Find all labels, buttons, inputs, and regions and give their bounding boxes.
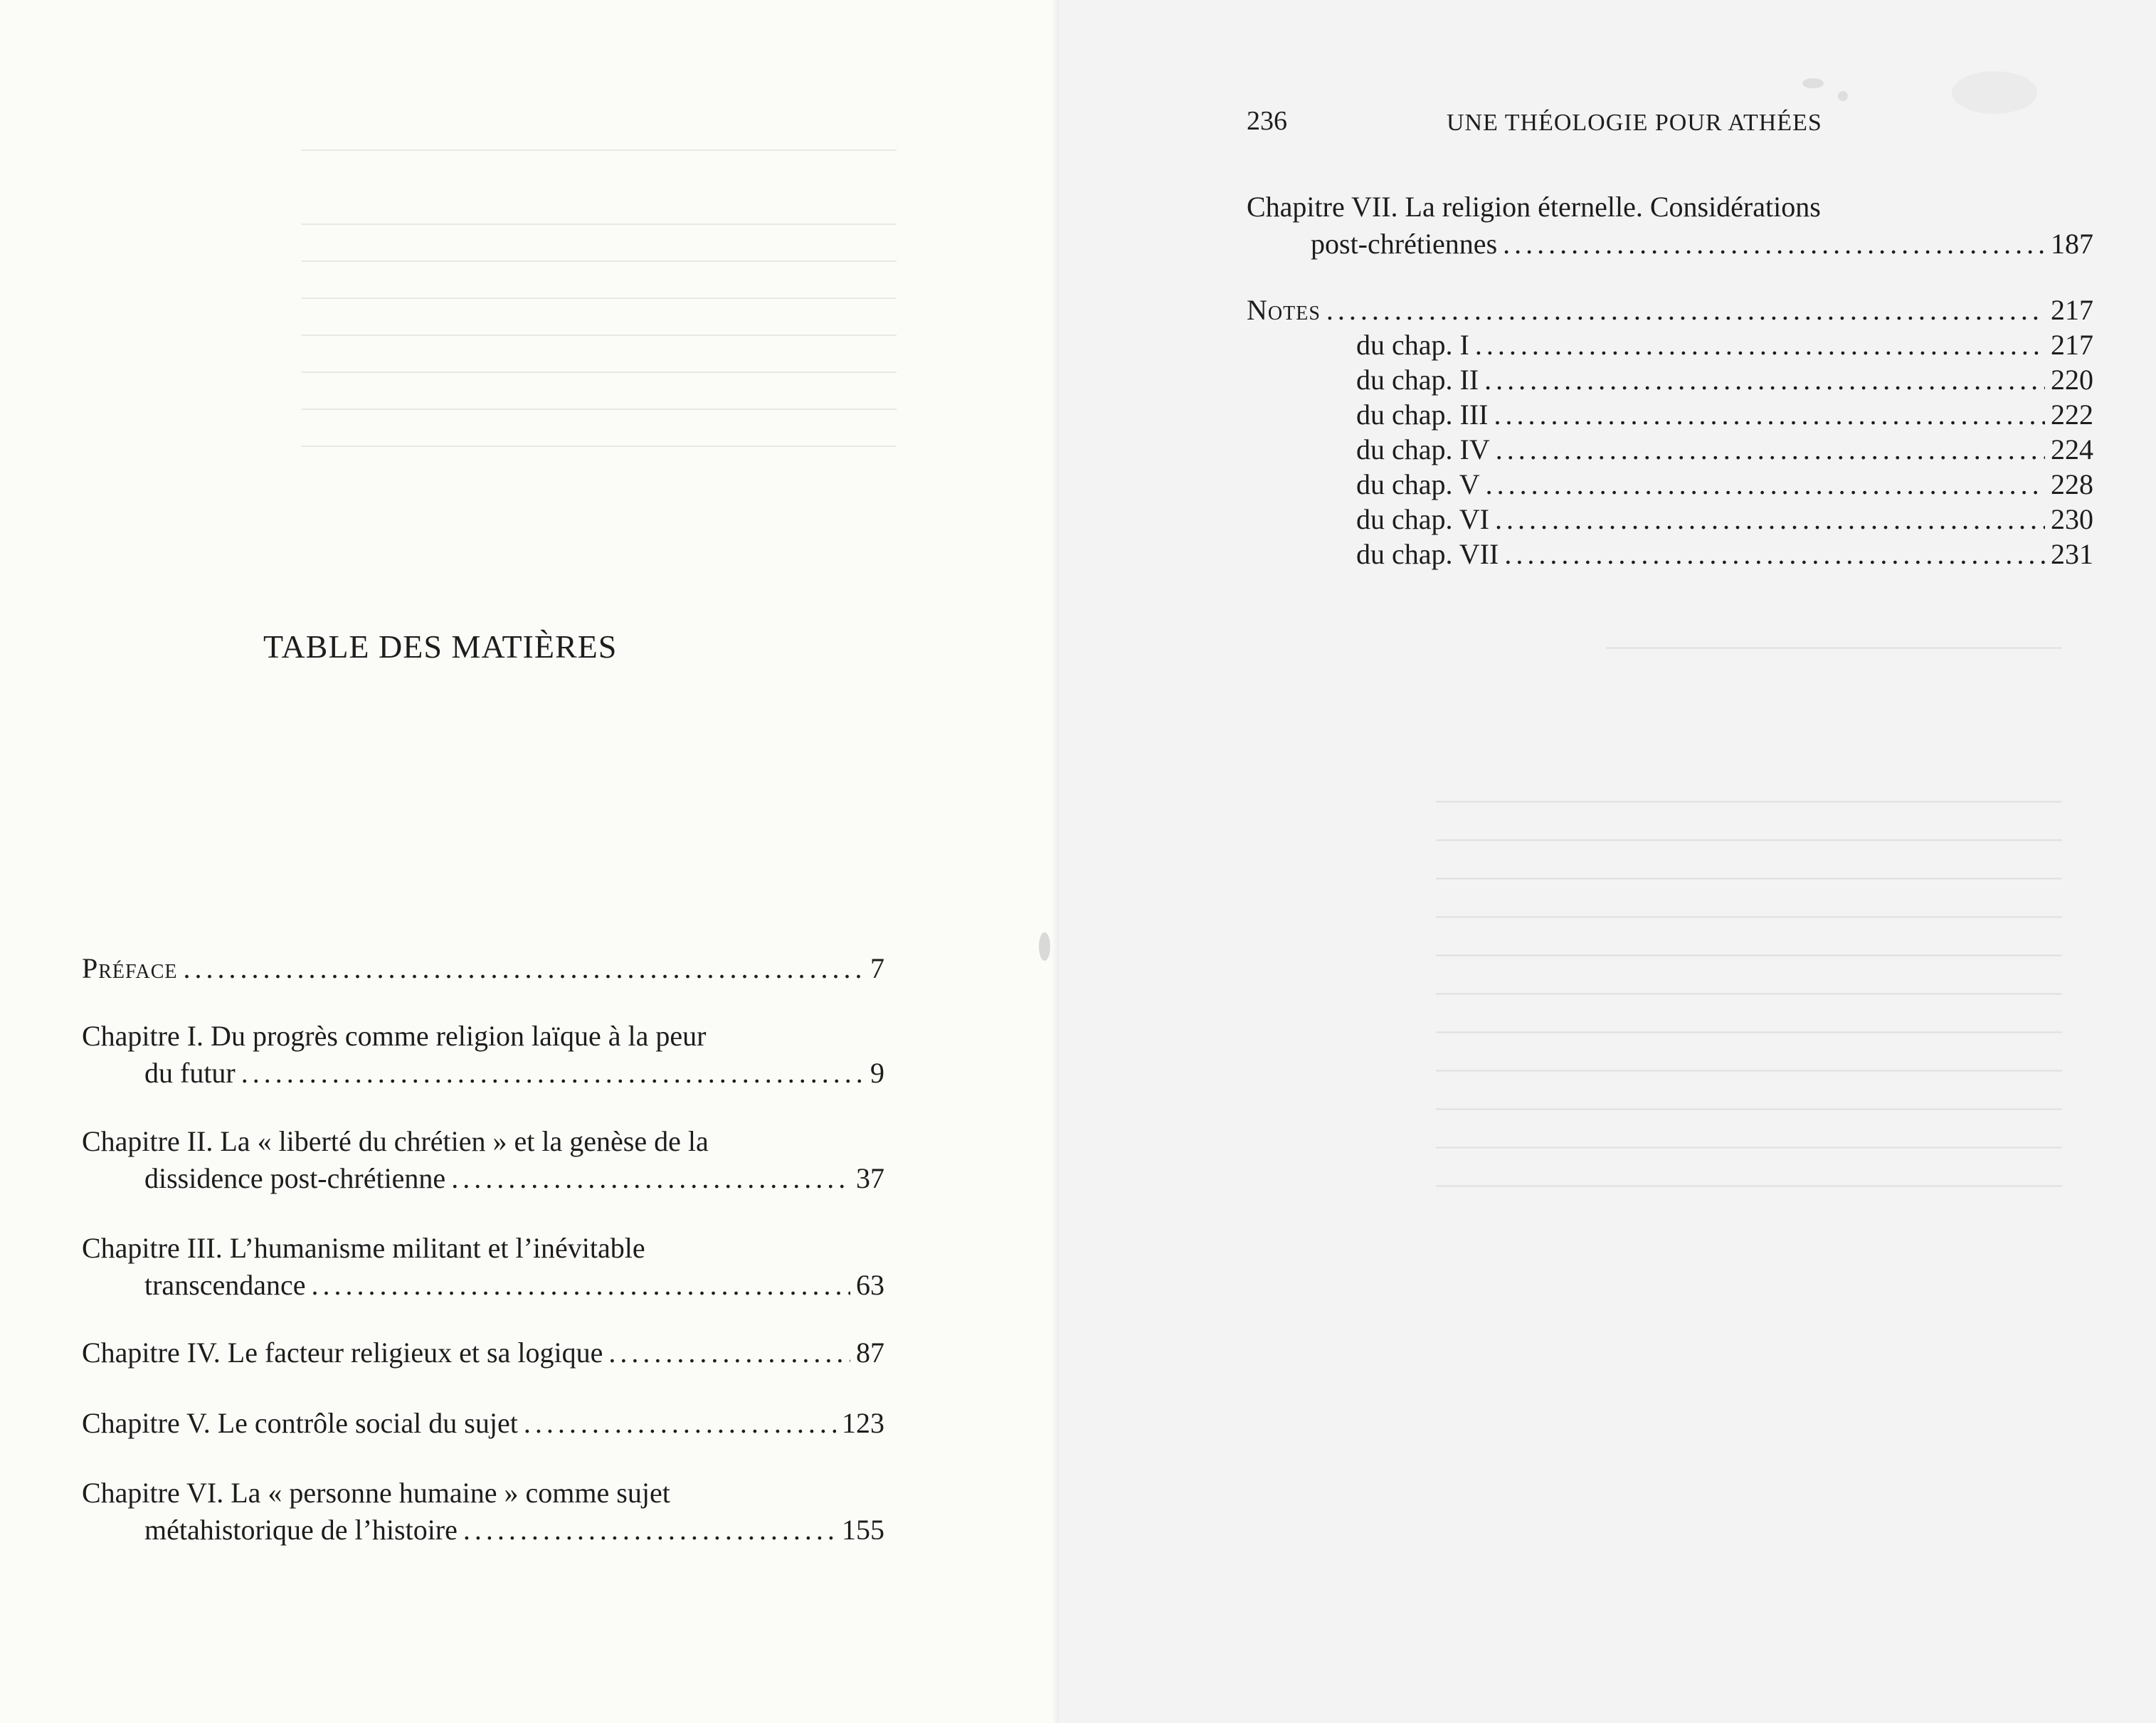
toc-entry-chapter-2	[82, 1123, 884, 1197]
leader-dots	[1486, 467, 2045, 502]
show-through-ghost: —————————————————————— —————————————————————— —————————————————————— —————————————————————— —————————————————————— —————————————————————— —————————————————————— ——————————————————————	[302, 133, 897, 459]
toc-entry-label: Chapitre IV. Le facteur religieux et sa logique	[82, 1337, 603, 1369]
leader-dots	[451, 1160, 850, 1197]
leader-dots	[1475, 327, 2045, 363]
toc-entry-page: 220	[2051, 364, 2093, 396]
toc-entry-label: du chap. VI	[1356, 503, 1489, 535]
leader-dots	[1495, 502, 2045, 537]
toc-entry-chapter-6	[82, 1475, 884, 1549]
toc-entry-notes	[1247, 292, 2093, 329]
toc-entry-label: du chap. I	[1356, 329, 1469, 361]
leader-dots	[241, 1055, 865, 1092]
leader-dots	[1484, 362, 2045, 398]
page-number: 236	[1247, 106, 1287, 136]
leader-dots	[312, 1267, 850, 1304]
toc-entry-chapter-4	[82, 1334, 884, 1371]
toc-entry-chapter-5	[82, 1405, 884, 1442]
toc-entry-continuation: dissidence post-chrétienne	[144, 1162, 446, 1194]
toc-title: TABLE DES MATIÈRES	[263, 628, 618, 665]
toc-notes-item	[1356, 362, 2093, 398]
toc-entry-chapter-3	[82, 1230, 884, 1304]
toc-notes-item	[1356, 432, 2093, 468]
toc-entry-page: 217	[2051, 329, 2093, 361]
toc-notes-item	[1356, 327, 2093, 363]
toc-entry-continuation: post-chrétiennes	[1311, 228, 1498, 260]
toc-notes-item	[1356, 502, 2093, 537]
toc-entry-page: 224	[2051, 433, 2093, 465]
toc-entry-preface	[82, 950, 884, 987]
toc-notes-item	[1356, 397, 2093, 433]
leader-dots	[1503, 226, 2045, 263]
toc-entry-label: du chap. IV	[1356, 433, 1490, 465]
right-page	[1059, 0, 2156, 1723]
leader-dots	[1494, 397, 2045, 433]
toc-entry-page: 7	[870, 952, 884, 984]
toc-notes-item	[1356, 537, 2093, 572]
toc-entry-label: Chapitre VII. La religion éternelle. Considérations	[1247, 191, 1821, 223]
toc-entry-continuation: métahistorique de l’histoire	[144, 1514, 458, 1546]
toc-entry-page: 187	[2051, 228, 2093, 260]
toc-entry-page: 228	[2051, 468, 2093, 500]
leader-dots	[463, 1512, 836, 1549]
toc-entry-page: 37	[856, 1162, 884, 1194]
leader-dots	[1496, 432, 2045, 468]
toc-entry-page: 231	[2051, 538, 2093, 570]
toc-entry-label: Préface	[82, 952, 178, 984]
show-through-ghost: ———————————————— —————————————————————— —————————————————————— —————————————————————— —————————————————————— —————————————————————— —————————————————————— —————————————————————— —————————————————————— —————————————————————— —————————————————————— ——————————————————————	[1436, 629, 2062, 1199]
toc-entry-label: du chap. VII	[1356, 538, 1499, 570]
paper-smudge	[1838, 91, 1848, 101]
leader-dots	[524, 1405, 836, 1442]
toc-entry-label: Chapitre II. La « liberté du chrétien » et la genèse de la	[82, 1125, 709, 1157]
toc-entry-continuation: du futur	[144, 1057, 236, 1089]
toc-entry-page: 123	[842, 1407, 884, 1439]
toc-entry-label: Chapitre V. Le contrôle social du sujet	[82, 1407, 518, 1439]
left-page	[0, 0, 1059, 1723]
leader-dots	[608, 1334, 850, 1371]
toc-entry-page: 230	[2051, 503, 2093, 535]
leader-dots	[1504, 537, 2045, 572]
paper-smudge	[1039, 932, 1050, 961]
toc-entry-chapter-7	[1247, 189, 2093, 263]
toc-entry-continuation: transcendance	[144, 1269, 306, 1301]
toc-entry-page: 217	[2051, 294, 2093, 326]
paper-smudge	[1952, 71, 2037, 114]
toc-entry-chapter-1	[82, 1018, 884, 1092]
toc-notes-item	[1356, 467, 2093, 502]
toc-entry-page: 9	[870, 1057, 884, 1089]
toc-entry-label: du chap. III	[1356, 399, 1489, 431]
toc-entry-page: 87	[856, 1337, 884, 1369]
toc-entry-label: Chapitre III. L’humanisme militant et l’inévitable	[82, 1232, 645, 1264]
paper-smudge	[1802, 78, 1824, 88]
toc-entry-label: Chapitre VI. La « personne humaine » comme sujet	[82, 1477, 670, 1509]
leader-dots	[1326, 292, 2045, 329]
toc-entry-label: du chap. II	[1356, 364, 1479, 396]
running-title: UNE THÉOLOGIE POUR ATHÉES	[1447, 110, 1822, 136]
toc-entry-page: 222	[2051, 399, 2093, 431]
toc-entry-page: 155	[842, 1514, 884, 1546]
toc-entry-page: 63	[856, 1269, 884, 1301]
toc-entry-label: Notes	[1247, 294, 1321, 326]
toc-entry-label: Chapitre I. Du progrès comme religion laïque à la peur	[82, 1020, 707, 1052]
leader-dots	[184, 950, 865, 987]
toc-entry-label: du chap. V	[1356, 468, 1480, 500]
